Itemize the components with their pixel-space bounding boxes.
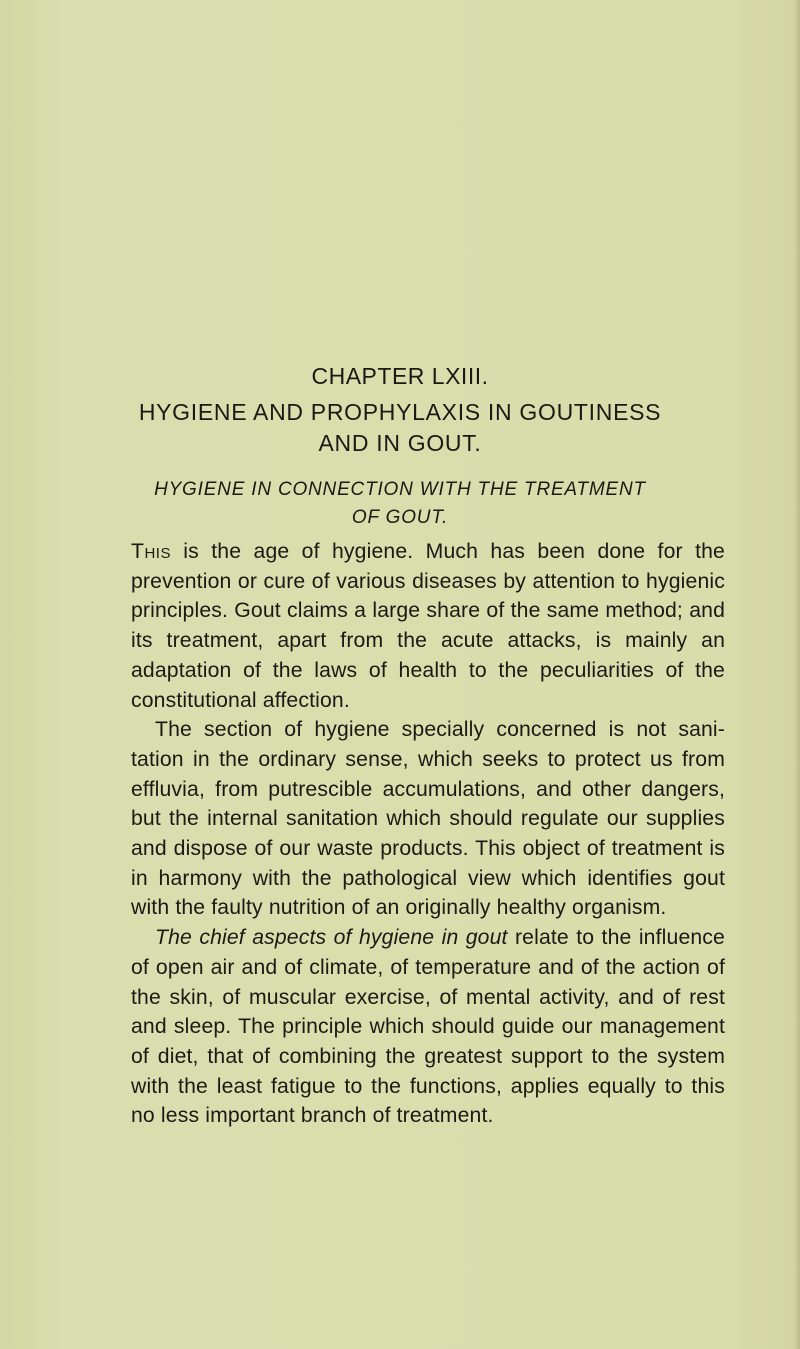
paragraph-2: The section of hygiene specially concerned is not sani-tation in the ordinary sense, which seeks to protect us from effluvia, from putrescible accumulations, and other dangers, but the internal sanitation which should regulate our supplies and dispose of our waste products. This object of treatment is in harmony with the pathological view which identifies gout with the faulty nutrition of an originally healthy organism. [131,718,725,920]
section-subtitle-line-2: OF GOUT. [351,507,449,528]
section-subtitle-line-1: HYGIENE IN CONNECTION WITH THE TREATMENT [154,479,646,500]
body-text [131,537,725,1131]
chapter-title-line-2: AND IN GOUT. [318,430,482,456]
paragraph-3-text: relate to the influence of open air and of climate, of temperature and of the action of the skin, of muscular exercise, of mental activity, and of rest and sleep. The principle which should guide our management of diet, that of combining the greatest support to the system with the least fatigue to the functions, applies equally to this no less important branch of treatment. [131,926,725,1128]
chapter-title-line-1: HYGIENE AND PROPHYLAXIS IN GOUTINESS [138,399,662,425]
paragraph-1-text: is the age of hygiene. Much has been done for the prevention or cure of various diseases by attention to hygienic principles. Gout claims a large share of the same method; and its treatment, apart from the acute attacks, is mainly an adaptation of the laws of health to the peculiarities of the constitutional affection. [131,540,725,712]
paragraph-1-lead: This [131,540,171,563]
page-edge-shadow [794,0,800,1349]
chapter-heading: CHAPTER LXIII. [311,363,489,389]
paragraph-3 [131,923,725,1131]
paragraph-3-italic-lead: The chief aspects of hygiene in gout [155,926,508,950]
paragraph-1 [131,537,725,715]
